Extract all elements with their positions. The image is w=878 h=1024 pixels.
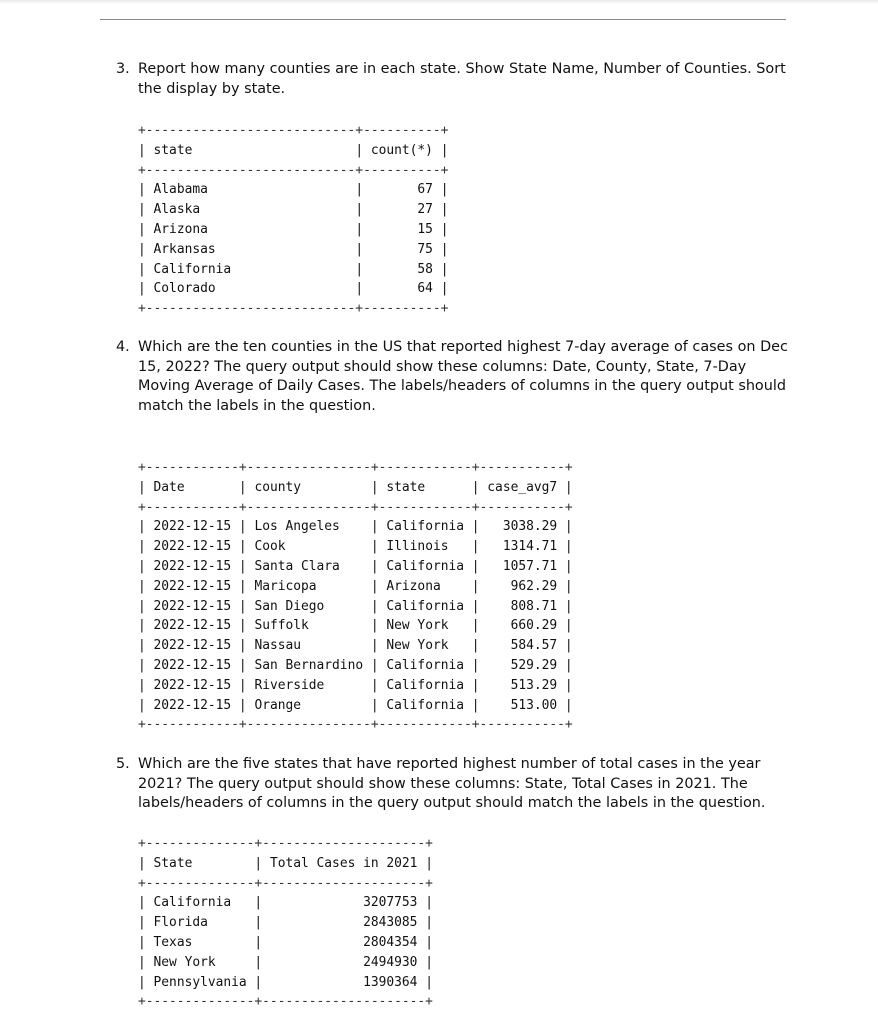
table-cell: 1390364 — [269, 974, 418, 990]
table-cell: 529.29 — [487, 657, 558, 673]
header-rule — [100, 19, 786, 20]
table-border: +--------------+---------------------+ — [138, 994, 433, 1010]
table-row: | 2022-12-15 | Riverside | California | 513.29 | — [138, 677, 573, 693]
table-cell: Alabama — [153, 182, 348, 198]
table-cell: 962.29 — [487, 578, 558, 594]
table-header-row: | state | count(*) | — [138, 142, 449, 158]
table-border: +--------------+---------------------+ — [138, 836, 433, 851]
question-text: Report how many counties are in each state. Show State Name, Number of Counties. Sort the display by state. — [138, 61, 786, 97]
question-number: 5. — [116, 756, 130, 772]
question-number: 4. — [116, 339, 130, 355]
table-row: | Florida | 2843085 | — [138, 915, 433, 931]
column-header: count(*) — [370, 142, 433, 158]
table-cell: Arkansas — [153, 241, 348, 257]
table-cell: 64 — [370, 281, 433, 297]
table-border: +--------------+---------------------+ — [138, 875, 433, 891]
table-cell: 584.57 — [487, 638, 558, 654]
table-cell: 2022-12-15 — [153, 638, 232, 654]
question-4 — [116, 338, 788, 416]
table-cell: 2022-12-15 — [153, 657, 232, 673]
table-cell: 2494930 — [269, 954, 418, 970]
table-cell: 3207753 — [269, 895, 418, 911]
table-cell: Nassau — [254, 638, 364, 654]
table-border: +---------------------------+----------+ — [138, 301, 449, 317]
table-cell: Suffolk — [254, 618, 364, 634]
table-row: | 2022-12-15 | Santa Clara | California | 1057.71 | — [138, 558, 573, 574]
table-cell: New York — [386, 618, 464, 634]
table-cell: Arizona — [153, 221, 348, 237]
table-cell: 2022-12-15 — [153, 519, 232, 535]
state-count-table — [138, 121, 448, 319]
column-header: Date — [153, 479, 232, 495]
table-row: | Arizona | 15 | — [138, 221, 449, 237]
column-header: case_avg7 — [487, 479, 558, 495]
table-border: +------------+----------------+------------+-----------+ — [138, 717, 573, 733]
viewer-top-shadow — [0, 0, 878, 4]
table-cell: 513.00 — [487, 697, 558, 713]
table-row: | 2022-12-15 | Los Angeles | California | 3038.29 | — [138, 519, 573, 535]
table-cell: 2022-12-15 — [153, 677, 232, 693]
question-text: Which are the five states that have reported highest number of total cases in the year 2021? The query output should show these columns: State, Total Cases in 2021. The labels/headers of columns in the query output should match the labels in the question. — [138, 756, 766, 811]
table-cell: Colorado — [153, 281, 348, 297]
table-cell: 2804354 — [269, 934, 418, 950]
state-total-cases-table — [138, 834, 433, 1012]
column-header: county — [254, 479, 364, 495]
table-border: +------------+----------------+------------+-----------+ — [138, 460, 573, 475]
table-cell: 15 — [370, 221, 433, 237]
table-cell: 2022-12-15 — [153, 578, 232, 594]
table-row: | California | 3207753 | — [138, 895, 433, 911]
table-cell: California — [386, 558, 464, 574]
table-cell: 513.29 — [487, 677, 558, 693]
table-row: | 2022-12-15 | San Diego | California | 808.71 | — [138, 598, 573, 614]
table-cell: Alaska — [153, 202, 348, 218]
table-cell: California — [386, 657, 464, 673]
table-cell: 1314.71 — [487, 539, 558, 555]
column-header: state — [153, 142, 348, 158]
table-row: | Alaska | 27 | — [138, 202, 449, 218]
table-row: | Arkansas | 75 | — [138, 241, 449, 257]
table-row: | 2022-12-15 | Suffolk | New York | 660.29 | — [138, 618, 573, 634]
table-cell: California — [386, 519, 464, 535]
table-cell: Maricopa — [254, 578, 364, 594]
table-row: | California | 58 | — [138, 261, 449, 277]
table-cell: Orange — [254, 697, 364, 713]
table-cell: California — [153, 261, 348, 277]
table-cell: 3038.29 — [487, 519, 558, 535]
table-cell: 67 — [370, 182, 433, 198]
question-3 — [116, 60, 788, 99]
table-cell: 2843085 — [269, 915, 418, 931]
table-row: | 2022-12-15 | San Bernardino | California | 529.29 | — [138, 657, 573, 673]
table-cell: San Bernardino — [254, 657, 364, 673]
table-cell: Santa Clara — [254, 558, 364, 574]
table-row: | 2022-12-15 | Orange | California | 513.00 | — [138, 697, 573, 713]
table-cell: California — [386, 598, 464, 614]
table-cell: 75 — [370, 241, 433, 257]
column-header: State — [153, 855, 247, 871]
table-row: | 2022-12-15 | Cook | Illinois | 1314.71 | — [138, 539, 573, 555]
table-cell: Riverside — [254, 677, 364, 693]
table-cell: California — [386, 697, 464, 713]
table-row: | Colorado | 64 | — [138, 281, 449, 297]
table-border: +------------+----------------+------------+-----------+ — [138, 499, 573, 515]
table-cell: 808.71 — [487, 598, 558, 614]
table-cell: Pennsylvania — [153, 974, 247, 990]
table-cell: 2022-12-15 — [153, 697, 232, 713]
column-header: state — [386, 479, 464, 495]
column-header: Total Cases in 2021 — [269, 855, 418, 871]
table-cell: 58 — [370, 261, 433, 277]
table-cell: California — [153, 895, 247, 911]
table-row: | Texas | 2804354 | — [138, 934, 433, 950]
table-border: +---------------------------+----------+ — [138, 123, 449, 138]
question-number: 3. — [116, 61, 130, 77]
table-cell: New York — [386, 638, 464, 654]
table-header-row: | Date | county | state | case_avg7 | — [138, 479, 573, 495]
county-case-avg-table — [138, 458, 573, 735]
table-header-row: | State | Total Cases in 2021 | — [138, 855, 433, 871]
table-cell: Illinois — [386, 539, 464, 555]
table-cell: 1057.71 — [487, 558, 558, 574]
table-row: | New York | 2494930 | — [138, 954, 433, 970]
table-cell: New York — [153, 954, 247, 970]
question-text: Which are the ten counties in the US that reported highest 7-day average of cases on Dec 15, 2022? The query output should show these columns: Date, County, State, 7-Day Moving Average of Daily Cases. The labels/headers of columns in the query output should match the labels in the question. — [138, 339, 788, 414]
table-row: | 2022-12-15 | Maricopa | Arizona | 962.29 | — [138, 578, 573, 594]
table-cell: 660.29 — [487, 618, 558, 634]
table-cell: Los Angeles — [254, 519, 364, 535]
table-cell: 27 — [370, 202, 433, 218]
table-cell: 2022-12-15 — [153, 539, 232, 555]
table-cell: Cook — [254, 539, 364, 555]
table-cell: San Diego — [254, 598, 364, 614]
table-cell: 2022-12-15 — [153, 618, 232, 634]
table-border: +---------------------------+----------+ — [138, 162, 449, 178]
table-cell: Arizona — [386, 578, 464, 594]
table-row: | 2022-12-15 | Nassau | New York | 584.57 | — [138, 638, 573, 654]
table-cell: Florida — [153, 915, 247, 931]
table-cell: 2022-12-15 — [153, 598, 232, 614]
table-row: | Alabama | 67 | — [138, 182, 449, 198]
question-5 — [116, 755, 788, 814]
table-cell: 2022-12-15 — [153, 558, 232, 574]
table-cell: California — [386, 677, 464, 693]
table-cell: Texas — [153, 934, 247, 950]
table-row: | Pennsylvania | 1390364 | — [138, 974, 433, 990]
